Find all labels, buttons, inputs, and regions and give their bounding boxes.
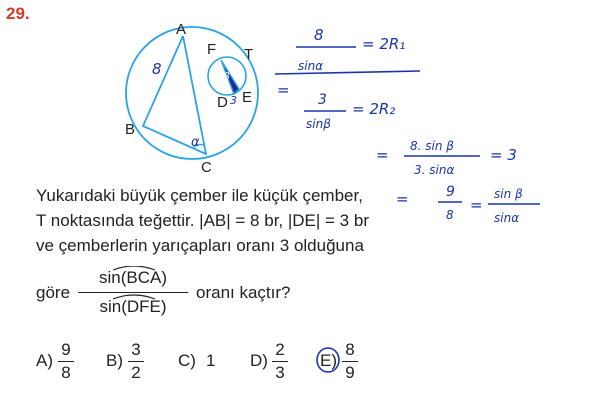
label-t: T bbox=[244, 46, 254, 63]
label-c: C bbox=[201, 159, 212, 176]
option-d-letter: D) bbox=[250, 351, 268, 370]
ab-length-mark: 8 bbox=[152, 60, 162, 78]
option-d-num: 2 bbox=[275, 340, 285, 359]
statement-line-3: ve çemberlerin yarıçapları oranı 3 olduğuna bbox=[36, 236, 364, 255]
hw-line3-num: 8. sin β bbox=[410, 139, 454, 153]
question-ask bbox=[36, 266, 456, 326]
hw-line2-rhs: = 2R₂ bbox=[352, 100, 396, 118]
option-b-den: 2 bbox=[131, 363, 141, 382]
hw-line4-num: 9 bbox=[446, 184, 455, 200]
hw-line4-rnum: sin β bbox=[494, 187, 523, 201]
label-e: E bbox=[242, 89, 253, 106]
option-b-letter: B) bbox=[106, 351, 123, 370]
option-c-value: 1 bbox=[206, 351, 216, 370]
statement-line-1: Yukarıdaki büyük çember ile küçük çember, bbox=[36, 186, 363, 205]
alpha-mark: α bbox=[191, 135, 200, 150]
answer-options bbox=[36, 340, 456, 386]
hw-line4-prefix: = bbox=[396, 190, 409, 208]
hw-line3-rhs: = 3 bbox=[490, 146, 517, 164]
hw-line3-den: 3. sinα bbox=[414, 163, 455, 177]
hw-line3-prefix: = bbox=[376, 146, 389, 164]
label-f: F bbox=[207, 41, 217, 58]
option-e-fraction bbox=[342, 340, 358, 382]
hw-line2-den: sinβ bbox=[306, 117, 331, 131]
beta-mark: β bbox=[224, 72, 230, 82]
hw-line1-den: sinα bbox=[298, 59, 324, 73]
option-b-fraction bbox=[128, 340, 144, 382]
label-a: A bbox=[176, 21, 187, 38]
statement-line-2: T noktasında teğettir. |AB| = 8 br, |DE| = 3 br bbox=[36, 211, 369, 230]
ratio-denominator: sin(DFE) bbox=[99, 297, 167, 316]
label-d: D bbox=[217, 94, 228, 111]
hw-line1-rhs: = 2R₁ bbox=[362, 35, 406, 53]
hw-line4-eq: = bbox=[470, 196, 483, 214]
hw-line1-num: 8 bbox=[314, 26, 324, 44]
option-a-fraction bbox=[58, 340, 74, 382]
option-a-den: 8 bbox=[61, 363, 71, 382]
option-e-num: 8 bbox=[345, 340, 355, 359]
hw-line4-den: 8 bbox=[446, 208, 454, 222]
option-a-letter: A) bbox=[36, 351, 53, 370]
label-b: B bbox=[125, 121, 136, 138]
ask-prefix: göre bbox=[36, 283, 71, 302]
question-number: 29. bbox=[6, 4, 30, 23]
de-length-mark: 3 bbox=[230, 94, 237, 107]
problem-statement bbox=[36, 183, 416, 258]
option-a-num: 9 bbox=[61, 340, 71, 359]
hw-line2-num: 3 bbox=[318, 92, 327, 108]
option-e-letter: E) bbox=[320, 351, 337, 370]
option-b-num: 3 bbox=[131, 340, 141, 359]
option-c-letter: C) bbox=[178, 351, 196, 370]
ratio-numerator: sin(BCA) bbox=[98, 268, 167, 287]
option-e-den: 9 bbox=[345, 363, 355, 382]
option-d-fraction bbox=[272, 340, 288, 382]
hw-line4-rden: sinα bbox=[494, 211, 520, 225]
hw-eq-sign: = bbox=[277, 81, 290, 99]
option-d-den: 3 bbox=[275, 363, 285, 382]
ask-suffix: oranı kaçtır? bbox=[196, 283, 291, 302]
